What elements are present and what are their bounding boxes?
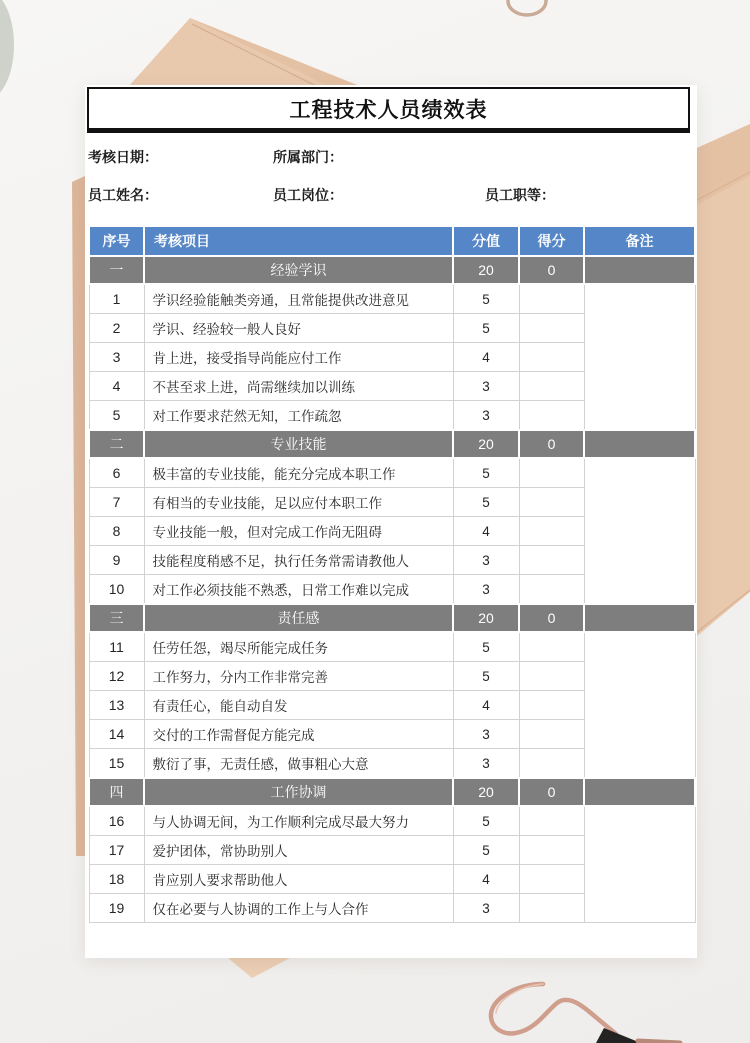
item-score: 5 [453,836,519,865]
item-got-cell[interactable] [519,401,584,431]
item-score: 5 [453,284,519,314]
section-number: 三 [89,604,144,632]
item-got-cell[interactable] [519,284,584,314]
section-row [89,604,695,632]
item-got-cell[interactable] [519,662,584,691]
section-total-score: 20 [453,256,519,284]
item-number: 10 [89,575,144,605]
item-got-cell[interactable] [519,546,584,575]
item-got-cell[interactable] [519,343,584,372]
item-number: 14 [89,720,144,749]
field-employee-grade[interactable]: 员工职等： [485,187,555,203]
remark-cell[interactable] [584,632,695,778]
item-text: 敷衍了事，无责任感，做事粗心大意 [144,749,453,779]
page-title: 工程技术人员绩效表 [289,98,488,122]
binder-clip-icon [491,984,680,1043]
item-number: 13 [89,691,144,720]
section-title: 专业技能 [144,430,453,458]
item-got-cell[interactable] [519,806,584,836]
item-number: 8 [89,517,144,546]
desk-object [0,0,14,100]
item-text: 学识、经验较一般人良好 [144,314,453,343]
paper-clip-icon [508,0,546,15]
section-total-score: 20 [453,430,519,458]
item-got-cell[interactable] [519,749,584,779]
item-got-cell[interactable] [519,632,584,662]
section-got-score: 0 [519,256,584,284]
item-score: 5 [453,662,519,691]
item-text: 不甚至求上进，尚需继续加以训练 [144,372,453,401]
item-number: 18 [89,865,144,894]
col-header-number: 序号 [89,226,144,256]
item-text: 肯应别人要求帮助他人 [144,865,453,894]
item-text: 有相当的专业技能，足以应付本职工作 [144,488,453,517]
section-remark-cell [584,430,695,458]
item-score: 5 [453,458,519,488]
item-got-cell[interactable] [519,372,584,401]
item-got-cell[interactable] [519,720,584,749]
section-remark-cell [584,778,695,806]
item-score: 4 [453,691,519,720]
field-employee-position[interactable]: 员工岗位： [273,187,343,203]
item-score: 4 [453,865,519,894]
remark-cell[interactable] [584,458,695,604]
item-number: 1 [89,284,144,314]
item-number: 16 [89,806,144,836]
section-title: 工作协调 [144,778,453,806]
item-score: 3 [453,720,519,749]
section-row [89,430,695,458]
section-row [89,778,695,806]
item-number: 12 [89,662,144,691]
item-score: 5 [453,632,519,662]
item-number: 6 [89,458,144,488]
item-row [89,458,695,488]
field-assessment-date[interactable]: 考核日期： [88,149,158,165]
section-got-score: 0 [519,778,584,806]
col-header-score: 分值 [453,226,519,256]
item-score: 4 [453,517,519,546]
field-department[interactable]: 所属部门： [273,149,343,165]
item-got-cell[interactable] [519,691,584,720]
item-number: 3 [89,343,144,372]
item-text: 仅在必要与人协调的工作上与人合作 [144,894,453,923]
item-number: 15 [89,749,144,779]
item-number: 11 [89,632,144,662]
item-number: 2 [89,314,144,343]
item-number: 19 [89,894,144,923]
section-number: 一 [89,256,144,284]
performance-form-document [85,85,697,958]
item-row [89,284,695,314]
field-employee-name[interactable]: 员工姓名： [88,187,158,203]
item-got-cell[interactable] [519,488,584,517]
section-number: 四 [89,778,144,806]
section-title: 责任感 [144,604,453,632]
item-text: 肯上进，接受指导尚能应付工作 [144,343,453,372]
item-text: 交付的工作需督促方能完成 [144,720,453,749]
item-score: 3 [453,749,519,779]
section-got-score: 0 [519,604,584,632]
item-score: 5 [453,806,519,836]
item-text: 对工作要求茫然无知，工作疏忽 [144,401,453,431]
item-text: 任劳任怨，竭尽所能完成任务 [144,632,453,662]
item-number: 5 [89,401,144,431]
evaluation-table [88,225,696,923]
item-score: 5 [453,314,519,343]
remark-cell[interactable] [584,284,695,430]
item-text: 学识经验能触类旁通，且常能提供改进意见 [144,284,453,314]
item-score: 3 [453,894,519,923]
section-number: 二 [89,430,144,458]
section-total-score: 20 [453,778,519,806]
item-got-cell[interactable] [519,458,584,488]
item-number: 4 [89,372,144,401]
section-total-score: 20 [453,604,519,632]
section-remark-cell [584,604,695,632]
item-score: 4 [453,343,519,372]
item-text: 极丰富的专业技能，能充分完成本职工作 [144,458,453,488]
table-header-row [89,226,695,256]
item-got-cell[interactable] [519,894,584,923]
section-row [89,256,695,284]
item-score: 5 [453,488,519,517]
item-row [89,632,695,662]
item-score: 3 [453,546,519,575]
item-text: 技能程度稍感不足，执行任务常需请教他人 [144,546,453,575]
item-number: 9 [89,546,144,575]
section-remark-cell [584,256,695,284]
col-header-item: 考核项目 [144,226,453,256]
col-header-got: 得分 [519,226,584,256]
item-got-cell[interactable] [519,314,584,343]
item-text: 有责任心，能自动自发 [144,691,453,720]
item-row [89,806,695,836]
item-text: 专业技能一般，但对完成工作尚无阻碍 [144,517,453,546]
item-text: 对工作必须技能不熟悉，日常工作难以完成 [144,575,453,605]
item-score: 3 [453,372,519,401]
item-score: 3 [453,401,519,431]
col-header-remark: 备注 [584,226,695,256]
section-got-score: 0 [519,430,584,458]
section-title: 经验学识 [144,256,453,284]
item-got-cell[interactable] [519,575,584,605]
item-number: 17 [89,836,144,865]
item-got-cell[interactable] [519,836,584,865]
document-title-box [87,87,690,133]
item-text: 工作努力，分内工作非常完善 [144,662,453,691]
item-text: 爱护团体，常协助别人 [144,836,453,865]
item-text: 与人协调无间，为工作顺利完成尽最大努力 [144,806,453,836]
item-got-cell[interactable] [519,517,584,546]
eval-table-body [89,256,695,923]
item-got-cell[interactable] [519,865,584,894]
item-score: 3 [453,575,519,605]
item-number: 7 [89,488,144,517]
remark-cell[interactable] [584,806,695,923]
